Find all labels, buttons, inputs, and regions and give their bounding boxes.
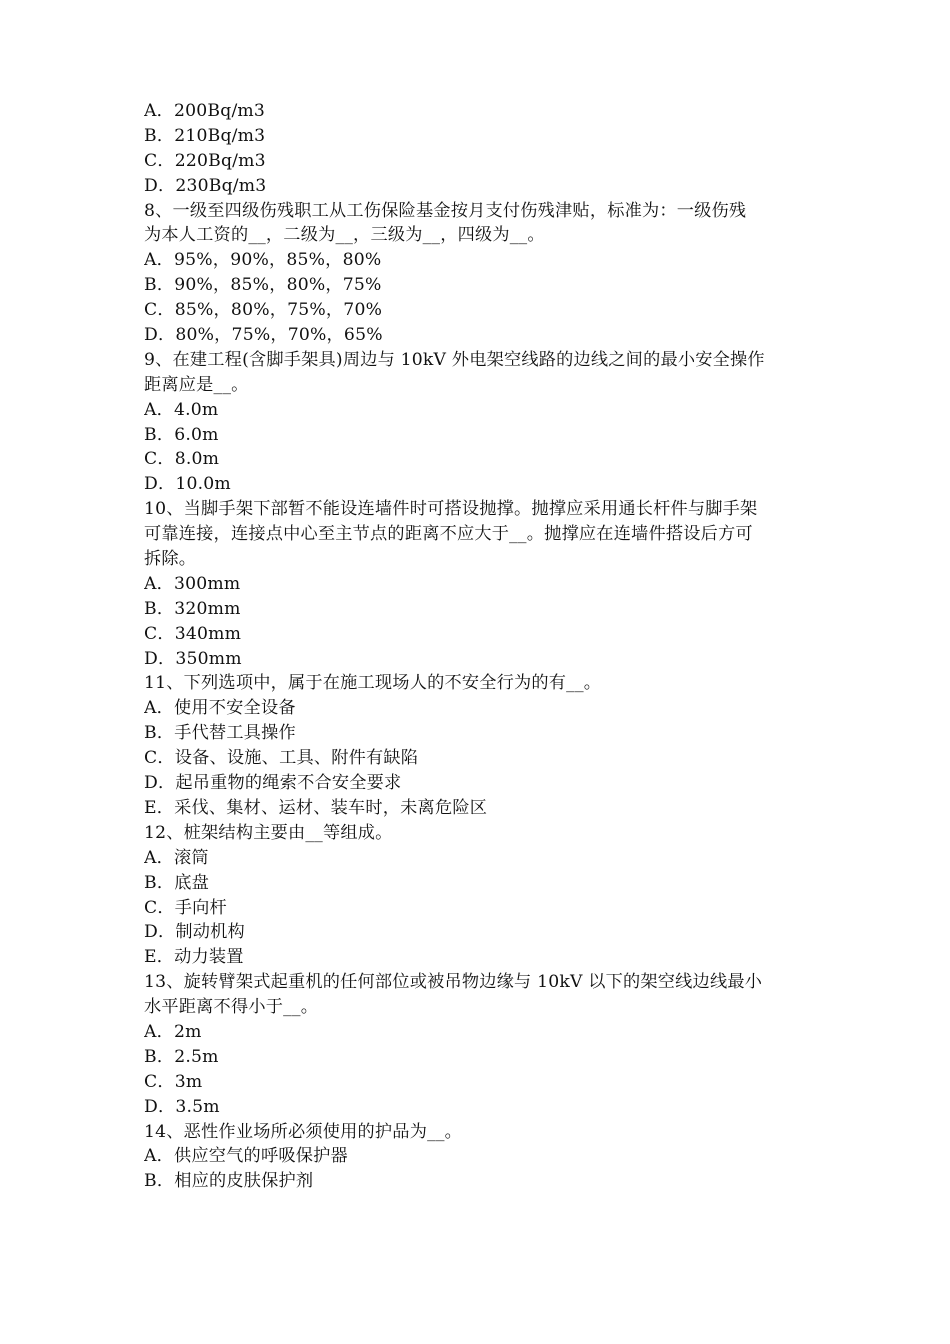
question-line: 水平距离不得小于__。 xyxy=(144,997,319,1018)
option-line: D．80%，75%，70%，65% xyxy=(144,325,383,346)
question-line: 为本人工资的__，二级为__，三级为__，四级为__。 xyxy=(144,225,545,246)
question-line: 11、下列选项中，属于在施工现场人的不安全行为的有__。 xyxy=(144,673,602,694)
question-line: 9、在建工程(含脚手架具)周边与 10kV 外电架空线路的边线之间的最小安全操作 xyxy=(144,349,765,370)
option-line: C．340mm xyxy=(144,623,242,644)
question-line: 13、旋转臂架式起重机的任何部位或被吊物边缘与 10kV 以下的架空线边线最小 xyxy=(144,972,763,993)
option-line: E．动力装置 xyxy=(144,947,244,968)
option-line: B．相应的皮肤保护剂 xyxy=(144,1171,314,1192)
option-line: E．采伐、集材、运材、装车时，未离危险区 xyxy=(144,797,488,818)
option-line: C．8.0m xyxy=(144,449,220,470)
question-line: 8、一级至四级伤残职工从工伤保险基金按月支付伤残津贴，标准为：一级伤残 xyxy=(144,200,747,221)
question-line: 10、当脚手架下部暂不能设连墙件时可搭设抛撑。抛撑应采用通长杆件与脚手架 xyxy=(144,499,758,520)
document-body xyxy=(144,99,812,1194)
option-line: A．200Bq/m3 xyxy=(144,101,266,121)
option-line: D．起吊重物的绳索不合安全要求 xyxy=(144,773,402,794)
question-line: 14、恶性作业场所必须使用的护品为__。 xyxy=(144,1121,463,1142)
option-line: D．3.5m xyxy=(144,1096,220,1117)
option-line: A．滚筒 xyxy=(144,847,209,868)
option-line: A．4.0m xyxy=(144,399,219,420)
option-line: C．220Bq/m3 xyxy=(144,150,266,171)
option-line: A．使用不安全设备 xyxy=(144,698,296,719)
question-line: 距离应是__。 xyxy=(144,374,249,395)
option-line: C．手向杆 xyxy=(144,897,227,918)
option-line: B．手代替工具操作 xyxy=(144,723,296,744)
option-line: B．2.5m xyxy=(144,1046,219,1067)
option-line: D．制动机构 xyxy=(144,922,245,943)
option-line: C．3m xyxy=(144,1071,203,1092)
question-line: 可靠连接，连接点中心至主节点的距离不应大于__。抛撑应在连墙件搭设后方可 xyxy=(144,524,753,545)
option-line: B．320mm xyxy=(144,598,241,619)
option-line: A．95%，90%，85%，80% xyxy=(144,250,382,271)
option-line: D．10.0m xyxy=(144,474,231,495)
option-line: D．230Bq/m3 xyxy=(144,175,267,196)
option-line: B．6.0m xyxy=(144,424,219,445)
option-line: C．85%，80%，75%，70% xyxy=(144,300,383,321)
option-line: D．350mm xyxy=(144,648,242,669)
option-line: B．底盘 xyxy=(144,872,209,893)
option-line: A．300mm xyxy=(144,573,241,594)
option-line: B．90%，85%，80%，75% xyxy=(144,275,382,296)
question-line: 拆除。 xyxy=(144,549,197,570)
option-line: B．210Bq/m3 xyxy=(144,125,266,146)
option-line: A．供应空气的呼吸保护器 xyxy=(144,1146,348,1167)
option-line: C．设备、设施、工具、附件有缺陷 xyxy=(144,748,419,769)
question-line: 12、桩架结构主要由__等组成。 xyxy=(144,822,393,843)
option-line: A．2m xyxy=(144,1021,202,1042)
